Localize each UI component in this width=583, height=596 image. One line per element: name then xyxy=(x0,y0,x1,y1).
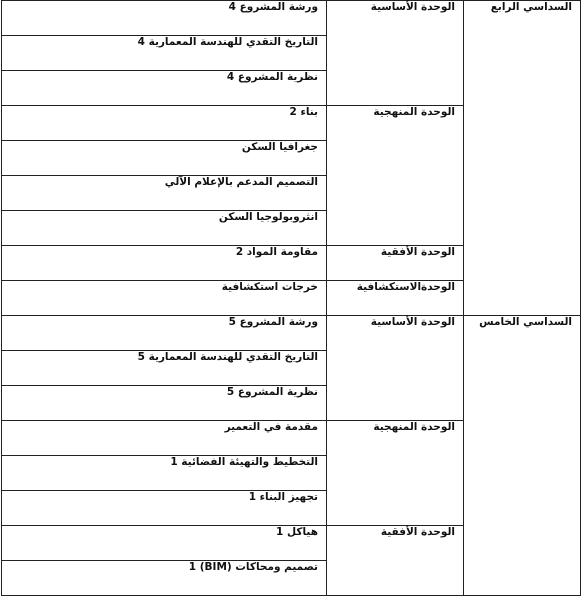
course-cell: خرجات استكشافية xyxy=(2,281,327,316)
unit-cell: الوحدة المنهجية xyxy=(327,421,464,526)
curriculum-table-body xyxy=(2,1,581,596)
course-cell: التاريخ التقدي للهندسة المعمارية 5 xyxy=(2,351,327,386)
course-cell: تجهيز البناء 1 xyxy=(2,491,327,526)
course-cell: نظرية المشروع 5 xyxy=(2,386,327,421)
unit-cell: الوحدة الأساسية xyxy=(327,1,464,106)
course-cell: جغرافيا السكن xyxy=(2,141,327,176)
course-cell: مقدمة في التعمير xyxy=(2,421,327,456)
semester-cell: السداسي الخامس xyxy=(464,316,581,596)
unit-cell: الوحدةالاستكشافية xyxy=(327,281,464,316)
course-cell: التخطيط والتهيئة الفضائية 1 xyxy=(2,456,327,491)
course-cell: بناء 2 xyxy=(2,106,327,141)
course-cell: تصميم ومحاكات (BIM) 1 xyxy=(2,561,327,596)
course-cell: نظرية المشروع 4 xyxy=(2,71,327,106)
course-cell: التصميم المدعم بالإعلام الآلي xyxy=(2,176,327,211)
course-cell: ورشة المشروع 5 xyxy=(2,316,327,351)
course-cell: ورشة المشروع 4 xyxy=(2,1,327,36)
unit-cell: الوحدة الأساسية xyxy=(327,316,464,421)
course-cell: هياكل 1 xyxy=(2,526,327,561)
semester-cell: السداسي الرابع xyxy=(464,1,581,316)
course-cell: انثروبولوجيا السكن xyxy=(2,211,327,246)
course-cell: التاريخ التقدي للهندسة المعمارية 4 xyxy=(2,36,327,71)
unit-cell: الوحدة الأفقية xyxy=(327,246,464,281)
table-row xyxy=(2,1,581,36)
curriculum-table xyxy=(1,0,581,596)
unit-cell: الوحدة المنهجية xyxy=(327,106,464,246)
table-row xyxy=(2,316,581,351)
course-cell: مقاومة المواد 2 xyxy=(2,246,327,281)
unit-cell: الوحدة الأفقية xyxy=(327,526,464,596)
